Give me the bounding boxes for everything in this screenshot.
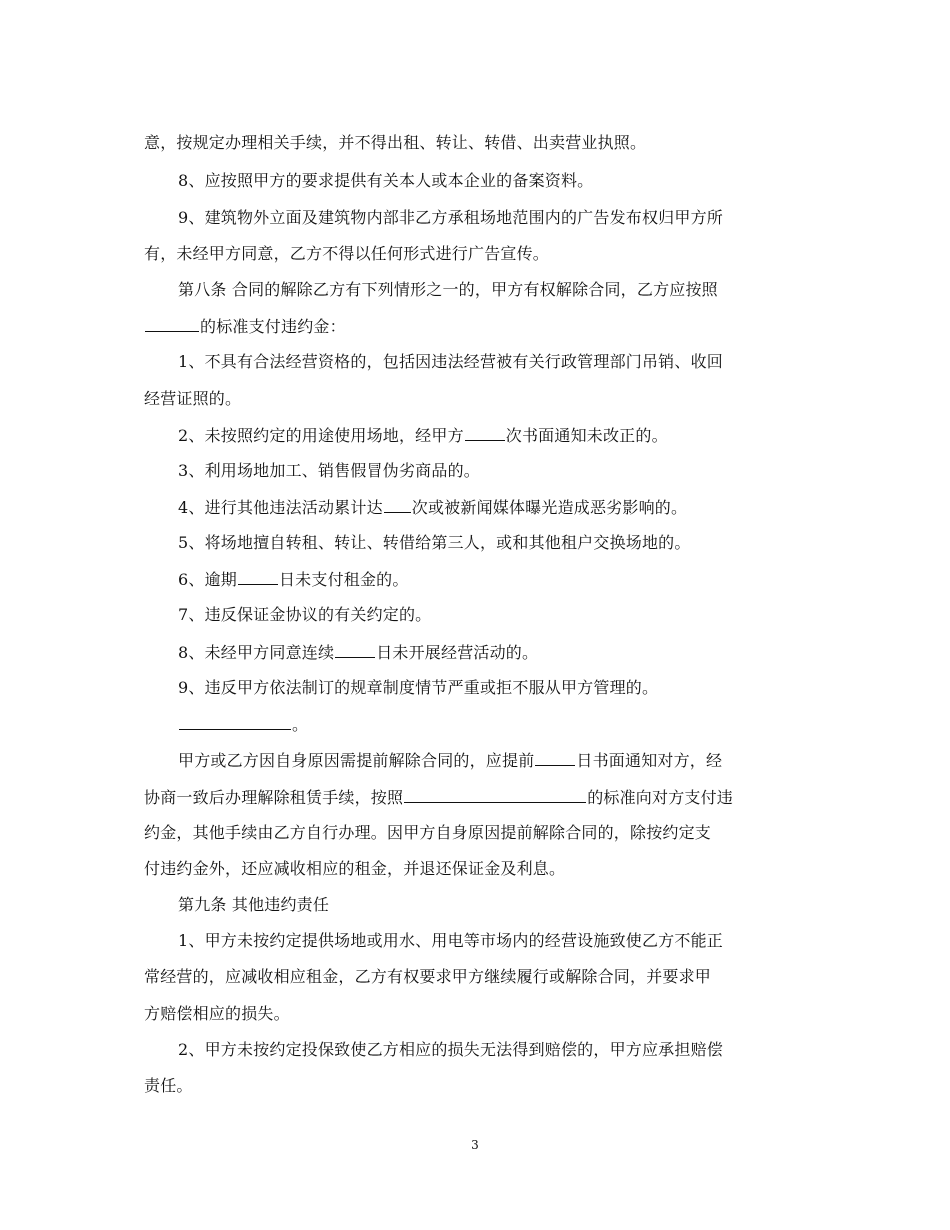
text-line: 甲方或乙方因自身原因需提前解除合同的，应提前 日书面通知对方，经	[178, 751, 723, 770]
text-line: 3、利用场地加工、销售假冒伪劣商品的。	[178, 461, 480, 480]
text-line: 9、建筑物外立面及建筑物内部非乙方承租场地范围内的广告发布权归甲方所	[178, 208, 723, 227]
blank-line	[465, 425, 505, 441]
text-line: 6、逾期 日未支付租金的。	[178, 570, 409, 589]
blank-line	[238, 569, 278, 585]
text-line: 意，按规定办理相关手续，并不得出租、转让、转借、出卖营业执照。	[144, 133, 647, 152]
blank-line	[404, 787, 586, 803]
text-line: 8、未经甲方同意连续 日未开展经营活动的。	[178, 643, 539, 662]
text-line: 1、甲方未按约定提供场地或用水、用电等市场内的经营设施致使乙方不能正	[178, 931, 723, 950]
blank-line	[335, 642, 375, 658]
text-line: 有，未经甲方同意，乙方不得以任何形式进行广告宣传。	[144, 244, 550, 263]
text-line: 2、甲方未按约定投保致使乙方相应的损失无法得到赔偿的，甲方应承担赔偿	[178, 1040, 723, 1059]
article-heading: 第八条 合同的解除乙方有下列情形之一的，甲方有权解除合同，乙方应按照	[178, 280, 718, 299]
text-line: 7、违反保证金协议的有关约定的。	[178, 605, 432, 624]
text-line: 约金，其他手续由乙方自行办理。因甲方自身原因提前解除合同的，除按约定支	[144, 823, 712, 842]
text-line: 4、进行其他违法活动累计达 次或被新闻媒体曝光造成恶劣影响的。	[178, 498, 688, 517]
article-heading: 第九条 其他违约责任	[178, 895, 330, 914]
text-line: 协商一致后办理解除租赁手续，按照 的标准向对方支付违	[144, 788, 734, 807]
text-line: 9、违反甲方依法制订的规章制度情节严重或拒不服从甲方管理的。	[178, 678, 659, 697]
text-line: 8、应按照甲方的要求提供有关本人或本企业的备案资料。	[178, 171, 594, 190]
text-line: 1、不具有合法经营资格的，包括因违法经营被有关行政管理部门吊销、收回	[178, 352, 723, 371]
text-line: 5、将场地擅自转租、转让、转借给第三人，或和其他租户交换场地的。	[178, 533, 691, 552]
text-line: 常经营的，应减收相应租金，乙方有权要求甲方继续履行或解除合同，并要求甲	[144, 967, 712, 986]
blank-line	[535, 750, 575, 766]
text-line: 付违约金外，还应减收相应的租金，并退还保证金及利息。	[144, 859, 566, 878]
page-number: 3	[471, 1138, 479, 1152]
blank-line	[179, 714, 291, 730]
text-line: 经营证照的。	[144, 389, 242, 408]
text-line: 2、未按照约定的用途使用场地，经甲方 次书面通知未改正的。	[178, 426, 668, 445]
blank-line	[145, 316, 199, 332]
text-line: 方赔偿相应的损失。	[144, 1004, 290, 1023]
text-line: 。	[178, 714, 308, 735]
text-line: 责任。	[144, 1076, 193, 1095]
blank-line	[384, 497, 411, 513]
text-line: 的标准支付违约金：	[144, 316, 346, 337]
